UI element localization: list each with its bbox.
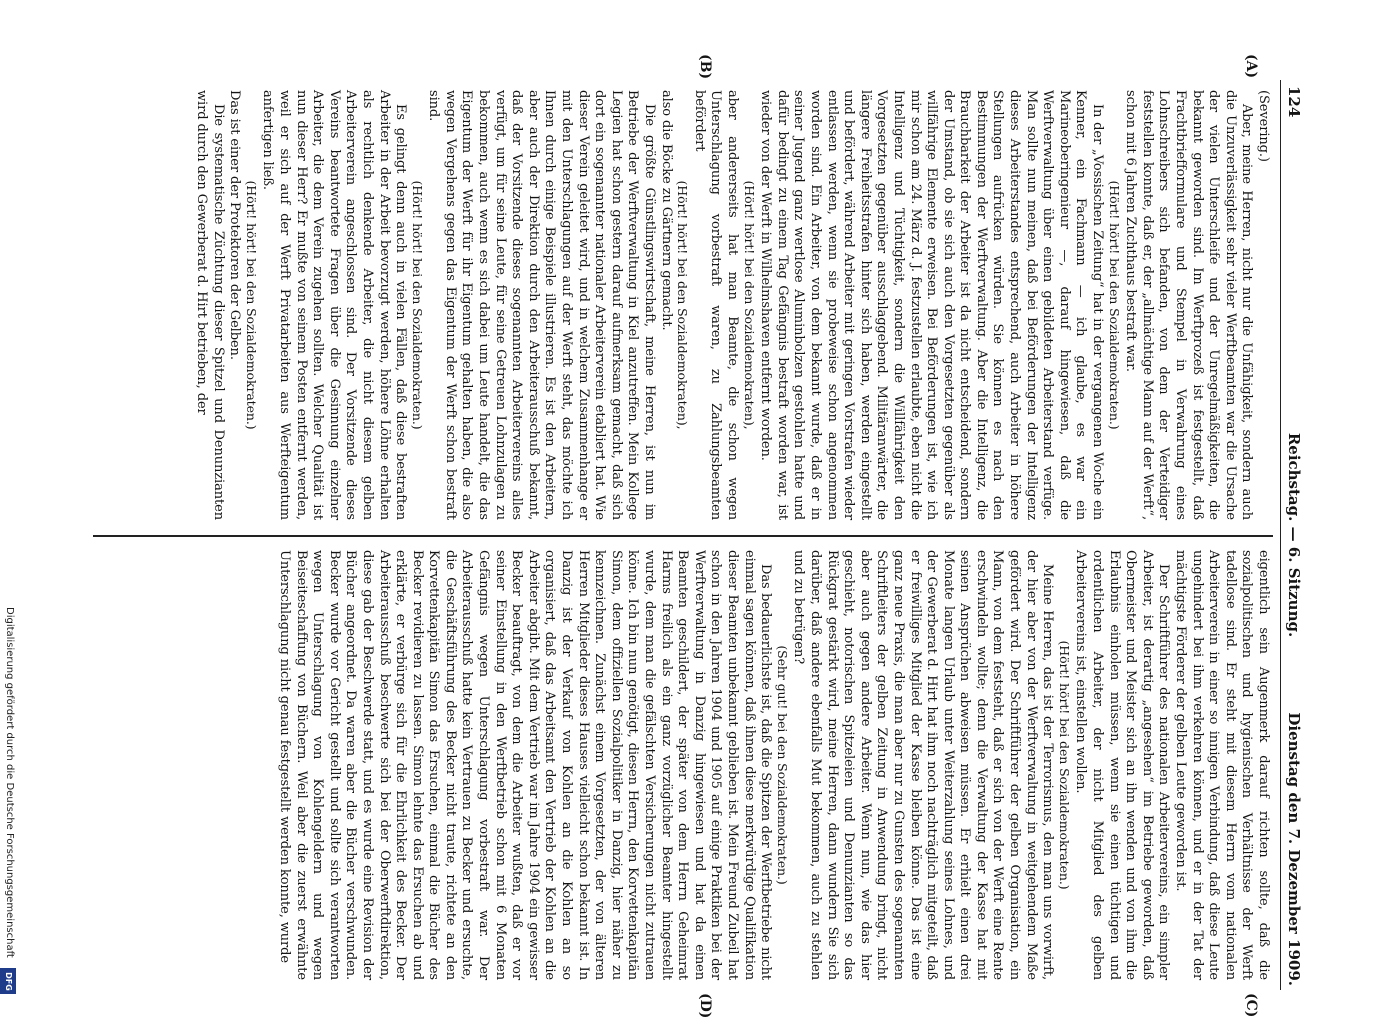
- digitization-credit: [1, 607, 15, 997]
- interjection: (Hört! hört! bei den Sozialdemokraten),: [741, 180, 757, 430]
- running-head: [1280, 80, 1303, 990]
- interjection: (Hört! hört! bei den Sozialdemokraten),: [675, 180, 691, 430]
- margin-marker-d: (D): [697, 993, 713, 1018]
- dfg-logo-text: DFG: [3, 971, 13, 991]
- page-title: Reichstag. — 6. Sitzung.: [1285, 432, 1303, 638]
- paragraph: aber andererseits hat man Beamte, die schon wegen Unterschlagung vorbestraft waren, zu Zahlungsbeamten befördert: [691, 90, 740, 520]
- interjection: (Hört! hört! bei den Sozialdemokraten.): [1106, 180, 1122, 430]
- interjection: (Hört! hört! bei den Sozialdemokraten.): [243, 180, 259, 430]
- paragraph: Meine Herren, das ist der Terrorismus, den man uns vorwirft, der hier aber von der Werftverwaltung in weitgehendem Maße gefördert wird. Der Schriftführer der gelben Organisation, ein Mann, von dem feststeht, daß er sich von der Werft eine Rente erschwindeln wollte; denn die Verwaltung der Kasse hat mit seinen Ansprüchen abweisen müssen. Er erhielt einen drei Monate langen Urlaub unter Weiterzahlung seines Lohnes, und der Gewerberat d. Hirt hat ihm noch nachträglich mitgeteilt, daß er freiwilliges Mitglied der Kasse bleiben könne. Das ist eine ganz neue Praxis, die man aber nur zu Gunsten des sogenannten Schriftleiters der gelben Zeitung in Anwendung bringt, nicht aber auch gegen andere Arbeiter. Wenn nun, wie das hier geschieht, notorischen Spitzeleien und Denunzianten so das Rückgrat gestärkt wird, meine Herren, dann wundern Sie sich darüber, daß andere ebenfalls Mut bekommen, auch zu stehlen und zu betrügen?: [791, 550, 1056, 980]
- paragraph: Die systematische Züchtung dieser Spitzel und Denunzianten wird durch den Gewerberat d. Hirt betrieben, der: [194, 90, 226, 520]
- dfg-logo: [0, 968, 16, 994]
- margin-marker-c: (C): [1243, 993, 1259, 1018]
- session-date: Dienstag den 7. Dezember 1909.: [1285, 712, 1303, 986]
- paragraph: (Severing.): [1256, 90, 1271, 162]
- left-text-column: [192, 90, 1271, 520]
- digitization-credit-text: Digitalisierung gefördert durch die Deutsche Forschungsgemeinschaft: [4, 607, 15, 958]
- paragraph: Aber, meine Herren, nicht nur die Unfähigkeit, sondern auch die Unzuverlässigkeit sehr vieler Werftbeamten war die Ursache der vielen Unterschleife und der Unregelmäßigkeiten, die bekannt geworden sind. Im Werftprozeß ist festgestellt, daß Frachtbriefformulare und Stempel in Verwahrung eines Lohnschreibers sich befanden, von dem der Verteidiger feststellen konnte, daß er, der „allmächtige Mann auf der Werft“, schon mit 6 Jahren Zuchthaus bestraft war.: [1123, 90, 1255, 520]
- paragraph: Die größte Günstlingswirtschaft, meine Herren, ist nun im Betriebe der Werftverwaltung in Kiel anzutreffen. Mein Kollege Legien hat schon gestern darauf aufmerksam gemacht, daß sich dort ein sogenannter nationaler Arbeiterverein etabliert hat. Wie dieser Verein geleitet wird, und in welchem Zusammenhange er mit den Unterschlagungen auf der Werft steht, das möchte ich Ihnen durch einige Beispiele illustrieren. Es ist den Arbeitern, aber auch der Direktion durch den Arbeiterausschuß bekannt, daß der Vorsitzende dieses sogenannten Arbeitervereins alles verfügt, um für seine Leute, für seine Getreuen Lohnzulagen zu bekommen, auch wenn es sich dabei um Leute handelt, die das Eigentum der Werft für ihr Eigentum gehalten haben, die also wegen Vergehens gegen das Eigentum der Werft schon bestraft sind.: [426, 90, 658, 520]
- paragraph: also die Böcke zu Gärtnern gemacht.: [658, 90, 674, 331]
- paragraph: Das ist einer der Protektoren der Gelben.: [227, 90, 243, 360]
- margin-marker-a: (A): [1243, 54, 1259, 79]
- paragraph: Der Schriftführer des nationalen Arbeitervereins, ein simpler Arbeiter, ist derartig „angesehen“ im Betriebe geworden, daß Obermeister und Meister sich an ihn wenden und von ihm die Erlaubnis einholen müssen, wenn sie einen tüchtigen und ordentlichen Arbeiter, der nicht Mitglied des gelben Arbeitervereins ist, einstellen wollen.: [1073, 550, 1172, 980]
- right-text-column: [275, 550, 1271, 980]
- paragraph: Das bedauerlichste ist, daß die Spitzen der Werftbetriebe nicht einmal sagen können, daß ihnen diese merkwürdige Qualifikation dieser Beamten unbekannt geblieben ist. Mein Freund Zubeil hat schon in den Jahren 1904 und 1905 auf einige Praktiken bei der Werftverwaltung in Danzig hingewiesen und hat da einen Beamten geschildert, der später von dem Herrn Geheimrat Harms freilich als ein ganz vorzüglicher Beamter hingestellt wurde, dem man die gefälschten Versicherungen nicht zutrauen könne. Ich bin nun genötigt, diesen Herrn, den Korvettenkapitän Simon, dem offiziellen Sozialpolitiker in Danzig, hier näher zu kennzeichnen. Zunächst einem Vorgesetzten, der von älteren Herren Mitglieder dieses Hauses vielleicht schon bekannt ist. In Danzig ist der Verkauf von Kohlen an die Kohlen an so organisiert, daß das Arbeitsamt den Vertrieb der Kohlen an die Arbeiter abgibt. Mit dem Vertrieb war im Jahre 1904 ein gewisser Becker beauftragt, von dem die Arbeiter wußten, daß er vor seiner Einstellung in den Werftbetrieb schon mit 6 Monaten Gefängnis wegen Unterschlagung vorbestraft war. Der Arbeiterausschuß hatte kein Vertrauen zu Becker und ersuchte, die Geschäftsführung des Becker nicht traute, richtete an den Korvettenkapitän Simon das Ersuchen, einmal die Bücher des Becker revidieren zu lassen. Simon lehnte das Ersuchen ab und erklärte, er verbürge sich für die Ehrlichkeit des Becker. Der Arbeiterausschuß beschwerte sich bei der Oberwerftdirektion, diese gab der Beschwerde statt, und es wurde eine Revision der Bücher angeordnet. Da waren aber die Bücher verschwunden. Becker wurde vor Gericht gestellt und sollte sich verantworten wegen Unterschlagung von Kohlengeldern und wegen Beiseiteschaffung von Büchern. Weil aber die zuerst erwähnte Unterschlagung nicht genau festgestellt werden konnte, wurde: [276, 550, 774, 980]
- column-divider: [93, 535, 1273, 537]
- paragraph: In der „Vossischen Zeitung“ hat in der vergangenen Woche ein Kenner, ein Fachmann — ich glaube, es war ein Marineoberingenieur —, darauf hingewiesen, daß die Werftverwaltung über einen gebildeten Arbeiterstand verfüge. Man sollte nun meinen, daß bei Beförderungen der Intelligenz dieses Arbeiterstandes entsprechend, auch Arbeiter in höhere Stellungen aufrücken würden. Sie können es nach den Bestimmungen der Werftverwaltung. Aber die Intelligenz, die Brauchbarkeit der Arbeiter ist da nicht entscheidend, sondern der Umstand, ob sie sich auch den Vorgesetzten gegenüber als willfährige Elemente erweisen. Bei Beförderungen ist, wie ich mir schon am 24. März d. J. festzustellen erlaubte, eben nicht die Intelligenz und Tüchtigkeit, sondern die Willfährigkeit den Vorgesetzten gegenüber ausschlaggebend. Militäranwärter, die längere Freiheitsstrafen hinter sich haben, werden eingestellt und befördert, während Arbeiter mit geringen Vorstrafen wieder entlassen werden, wenn sie probeweise schon angenommen worden sind. Ein Arbeiter, von dem bekannt wurde, daß er in seiner Jugend ganz wertlose Aluminbolzen gestohlen hatte und dafür bedingt zu einem Tag Gefängnis bestraft worden war, ist wieder von der Werft in Wilhelmshaven entfernt worden.: [758, 90, 1106, 520]
- margin-marker-b: (B): [697, 54, 713, 80]
- page-number: 124: [1285, 86, 1303, 118]
- scanned-page: [63, 54, 1303, 1018]
- paragraph: eigentlich sein Augenmerk darauf richten sollte, daß die sozialpolitischen und hygienischen Verhältnisse der Werft tadellose sind. Er steht mit diesem Herrn vom nationalen Arbeiterverein in einer so innigen Verbindung, daß diese Leute ungehindert bei ihm verkehren können, und er in der Tat der mächtigste Förderer der gelben Leute geworden ist.: [1173, 550, 1271, 980]
- paragraph: Es gelingt denn auch in vielen Fällen, daß diese bestraften Arbeiter in der Arbeit bevorzugt werden, höhere Löhne erhalten als rechtlich denkende Arbeiter, die nicht diesem gelben Arbeiterverein angeschlossen sind. Der Vorsitzende dieses Vereins beantwortete Fragen über die Gesinnung einzelner Arbeiter, die dem Verein zugehen sollten. Welcher Qualität ist nun dieser Herr? Er mußte von seinem Posten entfernt werden, weil er sich auf der Werft Privatarbeiten aus Werfteigentum anfertigen ließ.: [260, 90, 409, 520]
- interjection: (Hört! hört! bei den Sozialdemokraten.): [409, 180, 425, 430]
- interjection: (Hört! hört! bei den Sozialdemokraten.): [1056, 640, 1072, 890]
- interjection: (Sehr gut! bei den Sozialdemokraten.): [774, 645, 790, 885]
